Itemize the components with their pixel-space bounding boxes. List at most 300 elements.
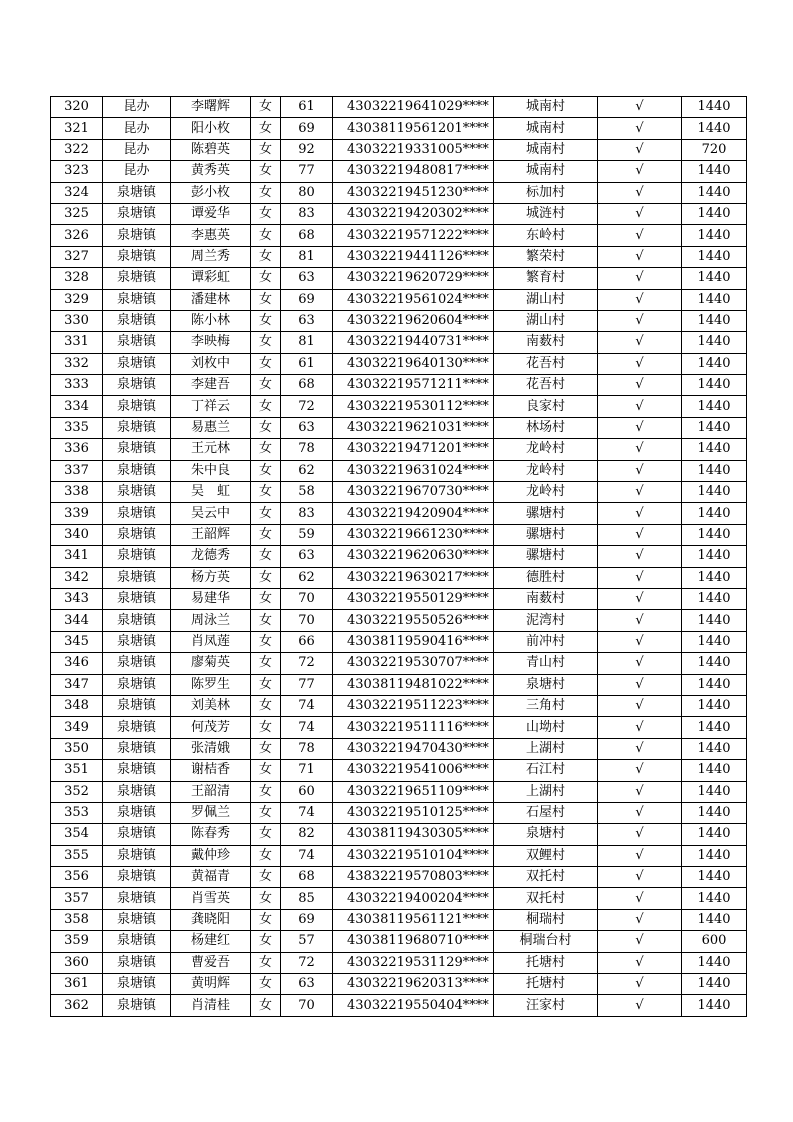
name-cell: 李映梅	[171, 332, 251, 353]
age-cell: 69	[281, 289, 333, 310]
row-number-cell: 347	[51, 674, 103, 695]
table-row	[51, 97, 747, 118]
gender-cell: 女	[251, 225, 281, 246]
table-row	[51, 289, 747, 310]
amount-cell: 1440	[682, 482, 747, 503]
village-cell: 上湖村	[494, 781, 598, 802]
table-row	[51, 867, 747, 888]
amount-cell: 1440	[682, 888, 747, 909]
township-cell: 泉塘镇	[103, 952, 171, 973]
id-number-cell: 43032219440731****	[333, 332, 494, 353]
township-cell: 泉塘镇	[103, 375, 171, 396]
gender-cell: 女	[251, 546, 281, 567]
township-cell: 泉塘镇	[103, 353, 171, 374]
amount-cell: 1440	[682, 952, 747, 973]
table-row	[51, 909, 747, 930]
gender-cell: 女	[251, 995, 281, 1016]
amount-cell: 1440	[682, 653, 747, 674]
table-row	[51, 695, 747, 716]
check-mark-cell: √	[598, 717, 682, 738]
gender-cell: 女	[251, 738, 281, 759]
row-number-cell: 330	[51, 310, 103, 331]
row-number-cell: 337	[51, 460, 103, 481]
id-number-cell: 43032219420904****	[333, 503, 494, 524]
township-cell: 泉塘镇	[103, 824, 171, 845]
name-cell: 谭爱华	[171, 203, 251, 224]
check-mark-cell: √	[598, 161, 682, 182]
age-cell: 59	[281, 524, 333, 545]
village-cell: 三角村	[494, 695, 598, 716]
name-cell: 龙德秀	[171, 546, 251, 567]
amount-cell: 1440	[682, 567, 747, 588]
table-row	[51, 588, 747, 609]
check-mark-cell: √	[598, 738, 682, 759]
row-number-cell: 353	[51, 802, 103, 823]
gender-cell: 女	[251, 503, 281, 524]
row-number-cell: 324	[51, 182, 103, 203]
age-cell: 70	[281, 995, 333, 1016]
table-row	[51, 738, 747, 759]
amount-cell: 1440	[682, 332, 747, 353]
amount-cell: 1440	[682, 909, 747, 930]
check-mark-cell: √	[598, 439, 682, 460]
name-cell: 肖凤莲	[171, 631, 251, 652]
amount-cell: 720	[682, 139, 747, 160]
name-cell: 刘美林	[171, 695, 251, 716]
id-number-cell: 43032219511116****	[333, 717, 494, 738]
village-cell: 城南村	[494, 161, 598, 182]
village-cell: 繁育村	[494, 268, 598, 289]
village-cell: 良家村	[494, 396, 598, 417]
check-mark-cell: √	[598, 588, 682, 609]
township-cell: 泉塘镇	[103, 439, 171, 460]
age-cell: 62	[281, 460, 333, 481]
check-mark-cell: √	[598, 909, 682, 930]
township-cell: 泉塘镇	[103, 396, 171, 417]
township-cell: 泉塘镇	[103, 974, 171, 995]
row-number-cell: 354	[51, 824, 103, 845]
amount-cell: 1440	[682, 246, 747, 267]
name-cell: 陈小林	[171, 310, 251, 331]
name-cell: 李建吾	[171, 375, 251, 396]
name-cell: 杨建红	[171, 931, 251, 952]
village-cell: 林场村	[494, 417, 598, 438]
name-cell: 肖雪英	[171, 888, 251, 909]
age-cell: 72	[281, 396, 333, 417]
village-cell: 骡塘村	[494, 503, 598, 524]
name-cell: 易建华	[171, 588, 251, 609]
village-cell: 桐瑞村	[494, 909, 598, 930]
row-number-cell: 335	[51, 417, 103, 438]
check-mark-cell: √	[598, 417, 682, 438]
township-cell: 泉塘镇	[103, 246, 171, 267]
township-cell: 泉塘镇	[103, 182, 171, 203]
table-row	[51, 631, 747, 652]
name-cell: 李惠英	[171, 225, 251, 246]
age-cell: 61	[281, 97, 333, 118]
table-row	[51, 845, 747, 866]
village-cell: 双鲤村	[494, 845, 598, 866]
age-cell: 58	[281, 482, 333, 503]
row-number-cell: 362	[51, 995, 103, 1016]
id-number-cell: 43038119561201****	[333, 118, 494, 139]
name-cell: 丁祥云	[171, 396, 251, 417]
name-cell: 李曙辉	[171, 97, 251, 118]
gender-cell: 女	[251, 717, 281, 738]
row-number-cell: 351	[51, 760, 103, 781]
row-number-cell: 340	[51, 524, 103, 545]
check-mark-cell: √	[598, 867, 682, 888]
id-number-cell: 43032219640130****	[333, 353, 494, 374]
gender-cell: 女	[251, 909, 281, 930]
township-cell: 昆办	[103, 161, 171, 182]
gender-cell: 女	[251, 482, 281, 503]
age-cell: 80	[281, 182, 333, 203]
gender-cell: 女	[251, 417, 281, 438]
township-cell: 昆办	[103, 139, 171, 160]
check-mark-cell: √	[598, 631, 682, 652]
id-number-cell: 43032219441126****	[333, 246, 494, 267]
village-cell: 双托村	[494, 888, 598, 909]
age-cell: 81	[281, 332, 333, 353]
id-number-cell: 43032219331005****	[333, 139, 494, 160]
id-number-cell: 43032219550129****	[333, 588, 494, 609]
check-mark-cell: √	[598, 546, 682, 567]
gender-cell: 女	[251, 952, 281, 973]
check-mark-cell: √	[598, 610, 682, 631]
table-row	[51, 888, 747, 909]
amount-cell: 1440	[682, 867, 747, 888]
check-mark-cell: √	[598, 653, 682, 674]
age-cell: 83	[281, 503, 333, 524]
table-row	[51, 524, 747, 545]
age-cell: 85	[281, 888, 333, 909]
age-cell: 57	[281, 931, 333, 952]
amount-cell: 1440	[682, 524, 747, 545]
age-cell: 63	[281, 417, 333, 438]
age-cell: 70	[281, 610, 333, 631]
amount-cell: 1440	[682, 310, 747, 331]
amount-cell: 1440	[682, 610, 747, 631]
name-cell: 吴 虹	[171, 482, 251, 503]
table-row	[51, 931, 747, 952]
gender-cell: 女	[251, 161, 281, 182]
id-number-cell: 43832219570803****	[333, 867, 494, 888]
village-cell: 骡塘村	[494, 546, 598, 567]
check-mark-cell: √	[598, 396, 682, 417]
village-cell: 山坳村	[494, 717, 598, 738]
check-mark-cell: √	[598, 118, 682, 139]
village-cell: 托塘村	[494, 974, 598, 995]
age-cell: 82	[281, 824, 333, 845]
township-cell: 泉塘镇	[103, 867, 171, 888]
gender-cell: 女	[251, 118, 281, 139]
check-mark-cell: √	[598, 952, 682, 973]
table-row	[51, 760, 747, 781]
check-mark-cell: √	[598, 332, 682, 353]
gender-cell: 女	[251, 460, 281, 481]
id-number-cell: 43038119481022****	[333, 674, 494, 695]
id-number-cell: 43032219511223****	[333, 695, 494, 716]
age-cell: 68	[281, 867, 333, 888]
id-number-cell: 43032219561024****	[333, 289, 494, 310]
village-cell: 石屋村	[494, 802, 598, 823]
name-cell: 陈罗生	[171, 674, 251, 695]
village-cell: 汪家村	[494, 995, 598, 1016]
id-number-cell: 43032219470430****	[333, 738, 494, 759]
township-cell: 泉塘镇	[103, 417, 171, 438]
village-cell: 上湖村	[494, 738, 598, 759]
amount-cell: 1440	[682, 995, 747, 1016]
check-mark-cell: √	[598, 310, 682, 331]
table-row	[51, 781, 747, 802]
row-number-cell: 327	[51, 246, 103, 267]
age-cell: 74	[281, 717, 333, 738]
township-cell: 泉塘镇	[103, 567, 171, 588]
id-number-cell: 43032219530112****	[333, 396, 494, 417]
table-row	[51, 546, 747, 567]
id-number-cell: 43032219661230****	[333, 524, 494, 545]
name-cell: 王元林	[171, 439, 251, 460]
name-cell: 周兰秀	[171, 246, 251, 267]
amount-cell: 1440	[682, 417, 747, 438]
row-number-cell: 352	[51, 781, 103, 802]
name-cell: 张清娥	[171, 738, 251, 759]
age-cell: 70	[281, 588, 333, 609]
gender-cell: 女	[251, 888, 281, 909]
township-cell: 泉塘镇	[103, 695, 171, 716]
amount-cell: 1440	[682, 97, 747, 118]
table-row	[51, 460, 747, 481]
row-number-cell: 355	[51, 845, 103, 866]
row-number-cell: 336	[51, 439, 103, 460]
township-cell: 泉塘镇	[103, 289, 171, 310]
row-number-cell: 344	[51, 610, 103, 631]
name-cell: 黄福青	[171, 867, 251, 888]
name-cell: 龚晓阳	[171, 909, 251, 930]
gender-cell: 女	[251, 439, 281, 460]
amount-cell: 1440	[682, 845, 747, 866]
village-cell: 桐瑞台村	[494, 931, 598, 952]
age-cell: 66	[281, 631, 333, 652]
row-number-cell: 333	[51, 375, 103, 396]
amount-cell: 1440	[682, 396, 747, 417]
amount-cell: 1440	[682, 503, 747, 524]
id-number-cell: 43032219670730****	[333, 482, 494, 503]
name-cell: 彭小枚	[171, 182, 251, 203]
name-cell: 阳小枚	[171, 118, 251, 139]
age-cell: 60	[281, 781, 333, 802]
check-mark-cell: √	[598, 781, 682, 802]
village-cell: 花吾村	[494, 375, 598, 396]
age-cell: 72	[281, 653, 333, 674]
amount-cell: 1440	[682, 588, 747, 609]
amount-cell: 1440	[682, 781, 747, 802]
village-cell: 龙岭村	[494, 439, 598, 460]
name-cell: 朱中良	[171, 460, 251, 481]
table-row	[51, 674, 747, 695]
row-number-cell: 357	[51, 888, 103, 909]
name-cell: 谢桔香	[171, 760, 251, 781]
row-number-cell: 345	[51, 631, 103, 652]
age-cell: 74	[281, 845, 333, 866]
table-row	[51, 417, 747, 438]
id-number-cell: 43038119680710****	[333, 931, 494, 952]
age-cell: 72	[281, 952, 333, 973]
age-cell: 77	[281, 161, 333, 182]
township-cell: 泉塘镇	[103, 546, 171, 567]
gender-cell: 女	[251, 246, 281, 267]
township-cell: 泉塘镇	[103, 909, 171, 930]
row-number-cell: 342	[51, 567, 103, 588]
table-row	[51, 310, 747, 331]
table-row	[51, 567, 747, 588]
row-number-cell: 321	[51, 118, 103, 139]
id-number-cell: 43032219530707****	[333, 653, 494, 674]
township-cell: 泉塘镇	[103, 268, 171, 289]
amount-cell: 1440	[682, 182, 747, 203]
id-number-cell: 43032219541006****	[333, 760, 494, 781]
gender-cell: 女	[251, 524, 281, 545]
township-cell: 泉塘镇	[103, 717, 171, 738]
township-cell: 泉塘镇	[103, 995, 171, 1016]
amount-cell: 1440	[682, 674, 747, 695]
village-cell: 龙岭村	[494, 482, 598, 503]
village-cell: 德胜村	[494, 567, 598, 588]
name-cell: 曹爱吾	[171, 952, 251, 973]
row-number-cell: 326	[51, 225, 103, 246]
village-cell: 南薮村	[494, 332, 598, 353]
gender-cell: 女	[251, 931, 281, 952]
amount-cell: 1440	[682, 439, 747, 460]
amount-cell: 1440	[682, 289, 747, 310]
name-cell: 易惠兰	[171, 417, 251, 438]
gender-cell: 女	[251, 695, 281, 716]
check-mark-cell: √	[598, 888, 682, 909]
gender-cell: 女	[251, 974, 281, 995]
name-cell: 陈春秀	[171, 824, 251, 845]
id-number-cell: 43032219531129****	[333, 952, 494, 973]
township-cell: 泉塘镇	[103, 588, 171, 609]
gender-cell: 女	[251, 802, 281, 823]
id-number-cell: 43032219620630****	[333, 546, 494, 567]
village-cell: 托塘村	[494, 952, 598, 973]
table-row	[51, 802, 747, 823]
age-cell: 77	[281, 674, 333, 695]
gender-cell: 女	[251, 289, 281, 310]
name-cell: 戴仲珍	[171, 845, 251, 866]
table-row	[51, 353, 747, 374]
village-cell: 前冲村	[494, 631, 598, 652]
gender-cell: 女	[251, 203, 281, 224]
age-cell: 68	[281, 375, 333, 396]
id-number-cell: 43032219620604****	[333, 310, 494, 331]
check-mark-cell: √	[598, 203, 682, 224]
name-cell: 潘建林	[171, 289, 251, 310]
table-row	[51, 268, 747, 289]
gender-cell: 女	[251, 588, 281, 609]
id-number-cell: 43032219571222****	[333, 225, 494, 246]
row-number-cell: 334	[51, 396, 103, 417]
village-cell: 标加村	[494, 182, 598, 203]
check-mark-cell: √	[598, 760, 682, 781]
township-cell: 昆办	[103, 97, 171, 118]
table-row	[51, 182, 747, 203]
age-cell: 63	[281, 974, 333, 995]
gender-cell: 女	[251, 760, 281, 781]
gender-cell: 女	[251, 139, 281, 160]
row-number-cell: 329	[51, 289, 103, 310]
name-cell: 黄明辉	[171, 974, 251, 995]
check-mark-cell: √	[598, 97, 682, 118]
age-cell: 92	[281, 139, 333, 160]
amount-cell: 1440	[682, 717, 747, 738]
township-cell: 泉塘镇	[103, 524, 171, 545]
age-cell: 61	[281, 353, 333, 374]
age-cell: 74	[281, 695, 333, 716]
check-mark-cell: √	[598, 824, 682, 845]
age-cell: 63	[281, 310, 333, 331]
check-mark-cell: √	[598, 995, 682, 1016]
gender-cell: 女	[251, 97, 281, 118]
gender-cell: 女	[251, 268, 281, 289]
name-cell: 吴云中	[171, 503, 251, 524]
amount-cell: 1440	[682, 546, 747, 567]
village-cell: 南薮村	[494, 588, 598, 609]
amount-cell: 1440	[682, 824, 747, 845]
row-number-cell: 348	[51, 695, 103, 716]
amount-cell: 600	[682, 931, 747, 952]
table-row	[51, 653, 747, 674]
gender-cell: 女	[251, 353, 281, 374]
amount-cell: 1440	[682, 802, 747, 823]
check-mark-cell: √	[598, 289, 682, 310]
township-cell: 泉塘镇	[103, 482, 171, 503]
row-number-cell: 349	[51, 717, 103, 738]
township-cell: 泉塘镇	[103, 610, 171, 631]
amount-cell: 1440	[682, 695, 747, 716]
check-mark-cell: √	[598, 268, 682, 289]
amount-cell: 1440	[682, 631, 747, 652]
age-cell: 71	[281, 760, 333, 781]
row-number-cell: 332	[51, 353, 103, 374]
name-cell: 王韶清	[171, 781, 251, 802]
check-mark-cell: √	[598, 225, 682, 246]
id-number-cell: 43038119430305****	[333, 824, 494, 845]
check-mark-cell: √	[598, 524, 682, 545]
id-number-cell: 43032219400204****	[333, 888, 494, 909]
check-mark-cell: √	[598, 695, 682, 716]
row-number-cell: 328	[51, 268, 103, 289]
id-number-cell: 43032219571211****	[333, 375, 494, 396]
id-number-cell: 43032219631024****	[333, 460, 494, 481]
gender-cell: 女	[251, 845, 281, 866]
name-cell: 黄秀英	[171, 161, 251, 182]
gender-cell: 女	[251, 567, 281, 588]
gender-cell: 女	[251, 396, 281, 417]
gender-cell: 女	[251, 824, 281, 845]
name-cell: 王韶辉	[171, 524, 251, 545]
township-cell: 泉塘镇	[103, 460, 171, 481]
row-number-cell: 361	[51, 974, 103, 995]
amount-cell: 1440	[682, 268, 747, 289]
township-cell: 泉塘镇	[103, 310, 171, 331]
amount-cell: 1440	[682, 760, 747, 781]
id-number-cell: 43032219550404****	[333, 995, 494, 1016]
gender-cell: 女	[251, 310, 281, 331]
amount-cell: 1440	[682, 738, 747, 759]
id-number-cell: 43032219480817****	[333, 161, 494, 182]
